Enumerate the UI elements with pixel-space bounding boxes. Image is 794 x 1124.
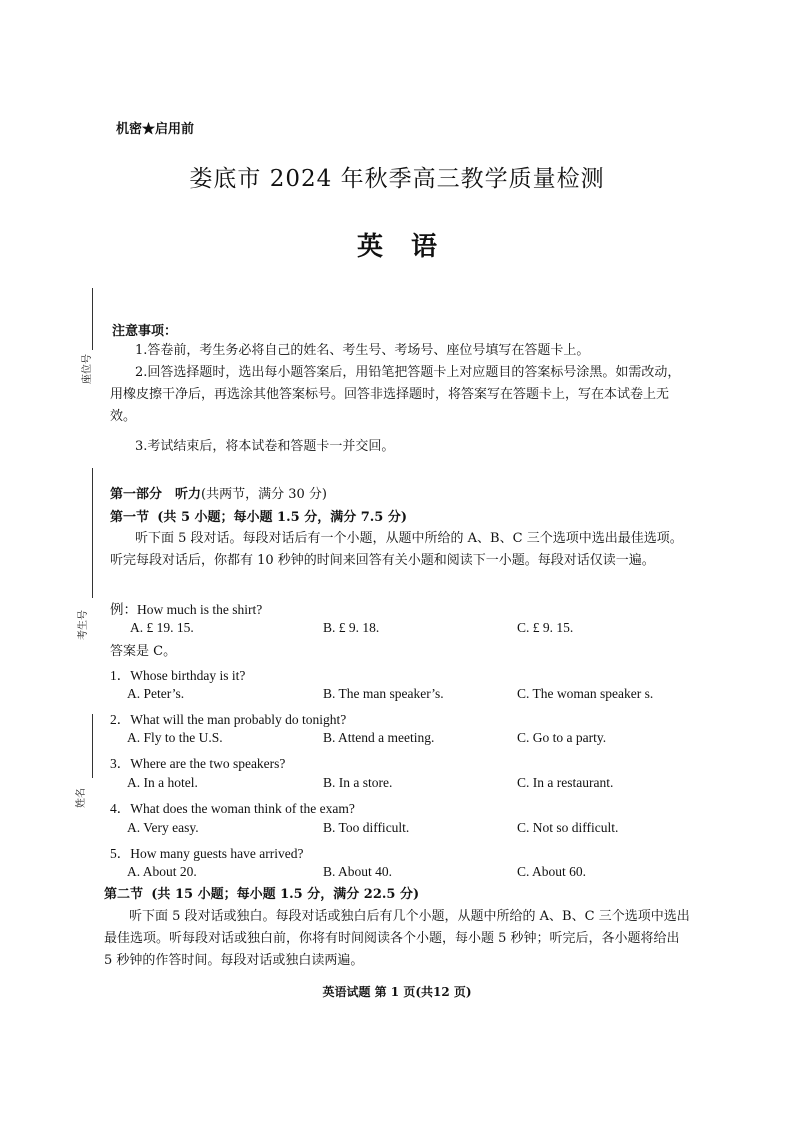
name-label: 姓名 bbox=[76, 788, 87, 808]
notice-item-2: 2.回答选择题时，选出每小题答案后，用铅笔把答题卡上对应题目的答案标号涂黑。如需改动，用橡皮擦干净后，再选涂其他答案标号。回答非选择题时，将答案写在答题卡上，写在本试卷上无效。 bbox=[110, 365, 681, 424]
page-footer: 英语试题 第 1 页(共12 页) bbox=[322, 985, 472, 999]
exam-no-line bbox=[92, 468, 93, 598]
section1-instructions: 听下面 5 段对话。每段对话后有一个小题，从题中所给的 A、B、C 三个选项中选出最佳选项。听完每段对话后，你都有 10 秒钟的时间来回答有关小题和阅读下一小题。每段对话仅读一遍。 bbox=[110, 531, 683, 568]
q3-option-a: A. In a hotel. bbox=[127, 775, 198, 790]
section1-heading bbox=[110, 507, 407, 529]
notice-item-3: 3.考试结束后，将本试卷和答题卡一并交回。 bbox=[135, 439, 395, 454]
question-4: 4．What does the woman think of the exam? bbox=[110, 801, 355, 816]
example-option-b: B. £ 9. 18. bbox=[323, 620, 380, 635]
notice-heading: 注意事项： bbox=[112, 324, 178, 339]
secret-mark: 机密★启用前 bbox=[116, 122, 195, 137]
section1-title: 第一节 bbox=[110, 510, 150, 525]
q5-option-c: C. About 60. bbox=[517, 864, 587, 879]
question-1: 1．Whose birthday is it? bbox=[110, 668, 246, 683]
q1-option-c: C. The woman speaker s. bbox=[517, 686, 654, 701]
notice-item-1: 1.答卷前，考生务必将自己的姓名、考生号、考场号、座位号填写在答题卡上。 bbox=[135, 343, 590, 358]
section1-note: (共 5 小题；每小题 1.5 分，满分 7.5 分) bbox=[157, 510, 408, 525]
seat-label: 座位号 bbox=[82, 354, 93, 384]
q4-option-a: A. Very easy. bbox=[127, 820, 199, 835]
section2-title: 第二节 bbox=[104, 887, 144, 902]
section2-heading bbox=[104, 884, 419, 906]
part1-heading bbox=[110, 484, 327, 506]
q3-option-c: C. In a restaurant. bbox=[517, 775, 614, 790]
example-answer: 答案是 C。 bbox=[110, 644, 177, 659]
subject-title: 英语 bbox=[356, 232, 465, 262]
example-question: 例：How much is the shirt? bbox=[110, 602, 263, 617]
section2-note: (共 15 小题；每小题 1.5 分，满分 22.5 分) bbox=[151, 887, 420, 902]
q2-option-c: C. Go to a party. bbox=[517, 730, 607, 745]
part1-note: (共两节，满分 30 分) bbox=[201, 487, 327, 502]
question-2: 2．What will the man probably do tonight? bbox=[110, 712, 347, 727]
q5-option-b: B. About 40. bbox=[323, 864, 393, 879]
q4-option-c: C. Not so difficult. bbox=[517, 820, 619, 835]
question-3: 3．Where are the two speakers? bbox=[110, 756, 286, 771]
q2-option-b: B. Attend a meeting. bbox=[323, 730, 435, 745]
q1-option-b: B. The man speaker’s. bbox=[323, 686, 444, 701]
q5-option-a: A. About 20. bbox=[127, 864, 197, 879]
q1-option-a: A. Peter’s. bbox=[127, 686, 185, 701]
example-option-a: A. £ 19. 15. bbox=[130, 620, 194, 635]
q3-option-b: B. In a store. bbox=[323, 775, 393, 790]
part1-title: 第一部分 听力 bbox=[110, 487, 202, 502]
name-line bbox=[92, 714, 93, 778]
q2-option-a: A. Fly to the U.S. bbox=[127, 730, 223, 745]
q4-option-b: B. Too difficult. bbox=[323, 820, 410, 835]
exam-no-label: 考生号 bbox=[78, 610, 89, 640]
example-option-c: C. £ 9. 15. bbox=[517, 620, 574, 635]
page-title: 娄底市 2024 年秋季高三教学质量检测 bbox=[189, 166, 605, 192]
question-5: 5．How many guests have arrived? bbox=[110, 846, 304, 861]
seat-line bbox=[92, 288, 93, 350]
section2-instructions: 听下面 5 段对话或独白。每段对话或独白后有几个小题，从题中所给的 A、B、C 三个选项中选出最佳选项。听每段对话或独白前，你将有时间阅读各个小题，每小题 5 秒钟；听完后，各小题将给出 5 秒钟的作答时间。每段对话或独白读两遍。 bbox=[104, 909, 690, 968]
